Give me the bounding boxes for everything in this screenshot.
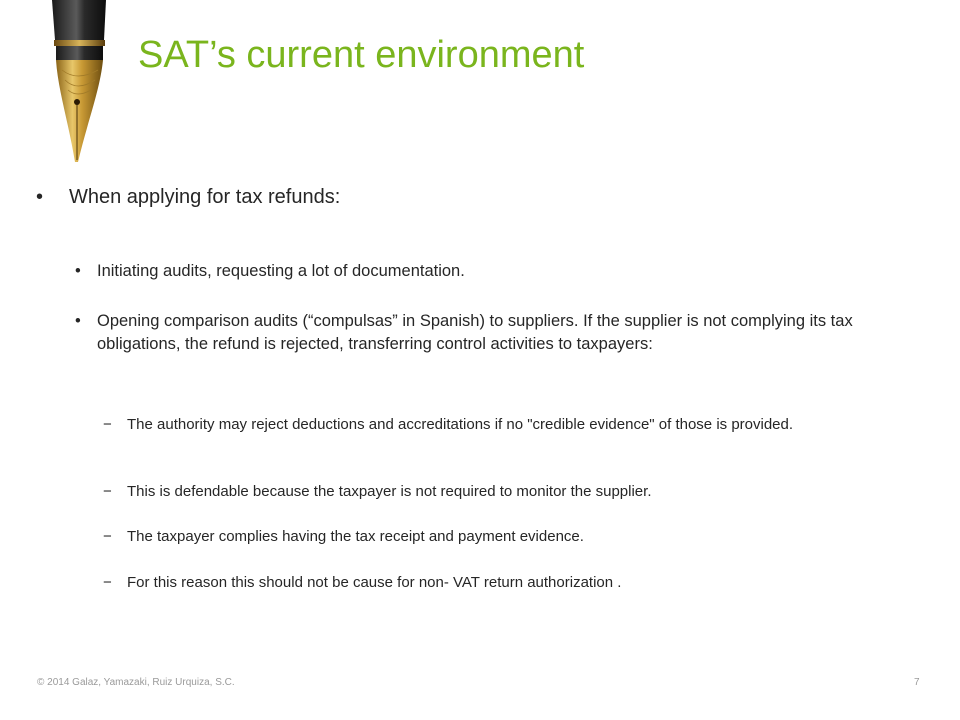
bullet-marker: • (75, 312, 81, 330)
level3-item (103, 572, 893, 594)
level2-bullet (75, 310, 875, 356)
dash-marker: − (103, 483, 112, 500)
level1-text: When applying for tax refunds: (69, 186, 341, 208)
slide-title: SAT’s current environment (138, 34, 585, 76)
level2-bullet (75, 260, 875, 283)
page-number: 7 (914, 677, 920, 688)
bullet-marker: • (75, 262, 81, 280)
level3-text: The taxpayer complies having the tax receipt and payment evidence. (127, 528, 584, 545)
dash-marker: − (103, 574, 112, 591)
level3-text: The authority may reject deductions and accreditations if no "credible evidence" of those is provided. (127, 416, 794, 433)
level3-item (103, 414, 893, 436)
level3-text: This is defendable because the taxpayer is not required to monitor the supplier. (127, 483, 652, 500)
fountain-pen-icon (22, 0, 132, 170)
level2-text: Initiating audits, requesting a lot of documentation. (97, 262, 465, 280)
level3-text: For this reason this should not be cause for non- VAT return authorization . (127, 574, 622, 591)
bullet-marker: • (36, 186, 44, 208)
dash-marker: − (103, 528, 112, 545)
level3-item (103, 526, 893, 548)
level2-text: Opening comparison audits (“compulsas” in Spanish) to suppliers. If the supplier is not complying its tax obligations, the refund is rejected, transferring control activities to taxpayers: (97, 312, 853, 353)
copyright-footer: © 2014 Galaz, Yamazaki, Ruiz Urquiza, S.C. (37, 677, 235, 688)
dash-marker: − (103, 416, 112, 433)
level3-item (103, 481, 893, 503)
